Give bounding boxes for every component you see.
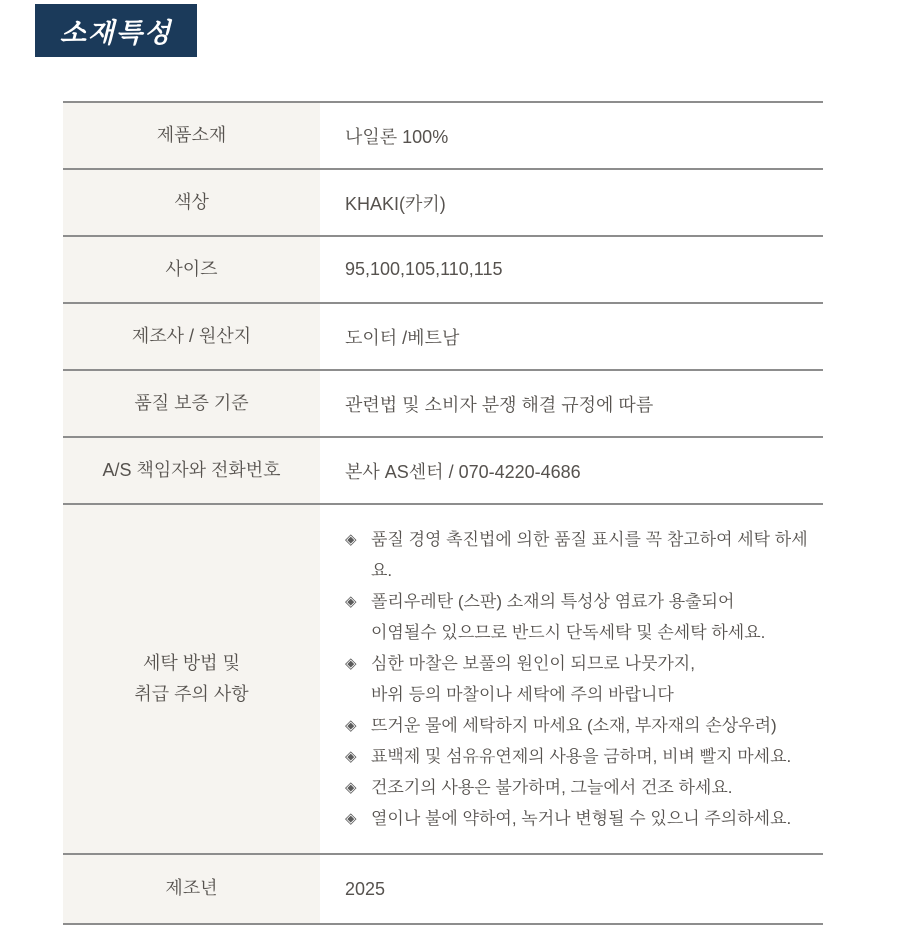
table-row [63,170,823,237]
table-row [63,103,823,170]
care-instruction-line: ◈ 열이나 불에 약하여, 녹거나 변형될 수 있으니 주의하세요. [345,803,815,834]
diamond-bullet-icon: ◈ [345,593,357,610]
row-label: 제조사 / 원산지 [63,304,320,369]
row-label: 제조년 [63,855,320,923]
row-label: A/S 책임자와 전화번호 [63,438,320,503]
care-instruction-line: 바위 등의 마찰이나 세탁에 주의 바랍니다 [371,685,674,704]
row-label: 색상 [63,170,320,235]
table-row [63,304,823,371]
care-instruction-line: ◈ 품질 경영 촉진법에 의한 품질 표시를 꼭 참고하여 세탁 하세요. [345,524,815,586]
section-title: 소재특성 [59,18,173,48]
care-instruction-line: 이염될수 있으므로 반드시 단독세탁 및 손세탁 하세요. [371,623,766,642]
care-instruction-line: ◈ 폴리우레탄 (스판) 소재의 특성상 염료가 용출되어 [345,586,815,617]
diamond-bullet-icon: ◈ [345,779,357,796]
section-title-badge [35,4,197,57]
diamond-bullet-icon: ◈ [345,717,357,734]
table-row [63,237,823,304]
diamond-bullet-icon: ◈ [345,810,357,827]
table-row [63,505,823,855]
row-value: 관련법 및 소비자 분쟁 해결 규정에 따름 [320,371,823,436]
care-instruction-line: ◈ 심한 마찰은 보풀의 원인이 되므로 나뭇가지, [345,648,815,679]
row-value: 본사 AS센터 / 070-4220-4686 [320,438,823,503]
care-instruction-line: ◈ 뜨거운 물에 세탁하지 마세요 (소재, 부자재의 손상우려) [345,710,815,741]
table-row [63,438,823,505]
row-value: 도이터 /베트남 [320,304,823,369]
diamond-bullet-icon: ◈ [345,655,357,672]
row-value: 95,100,105,110,115 [320,237,823,302]
row-label: 사이즈 [63,237,320,302]
diamond-bullet-icon: ◈ [345,748,357,765]
row-value: 2025 [320,855,823,923]
row-label: 제품소재 [63,103,320,168]
care-instruction-line: ◈ 표백제 및 섬유유연제의 사용을 금하며, 비벼 빨지 마세요. [345,741,815,772]
row-value: KHAKI(카키) [320,170,823,235]
spec-table [63,101,823,925]
row-label: 품질 보증 기준 [63,371,320,436]
table-row [63,371,823,438]
diamond-bullet-icon: ◈ [345,531,357,548]
care-instruction-line: ◈ 건조기의 사용은 불가하며, 그늘에서 건조 하세요. [345,772,815,803]
row-value: 나일론 100% [320,103,823,168]
row-label: 세탁 방법 및 취급 주의 사항 [63,505,320,853]
table-row [63,855,823,925]
row-value [320,505,823,853]
